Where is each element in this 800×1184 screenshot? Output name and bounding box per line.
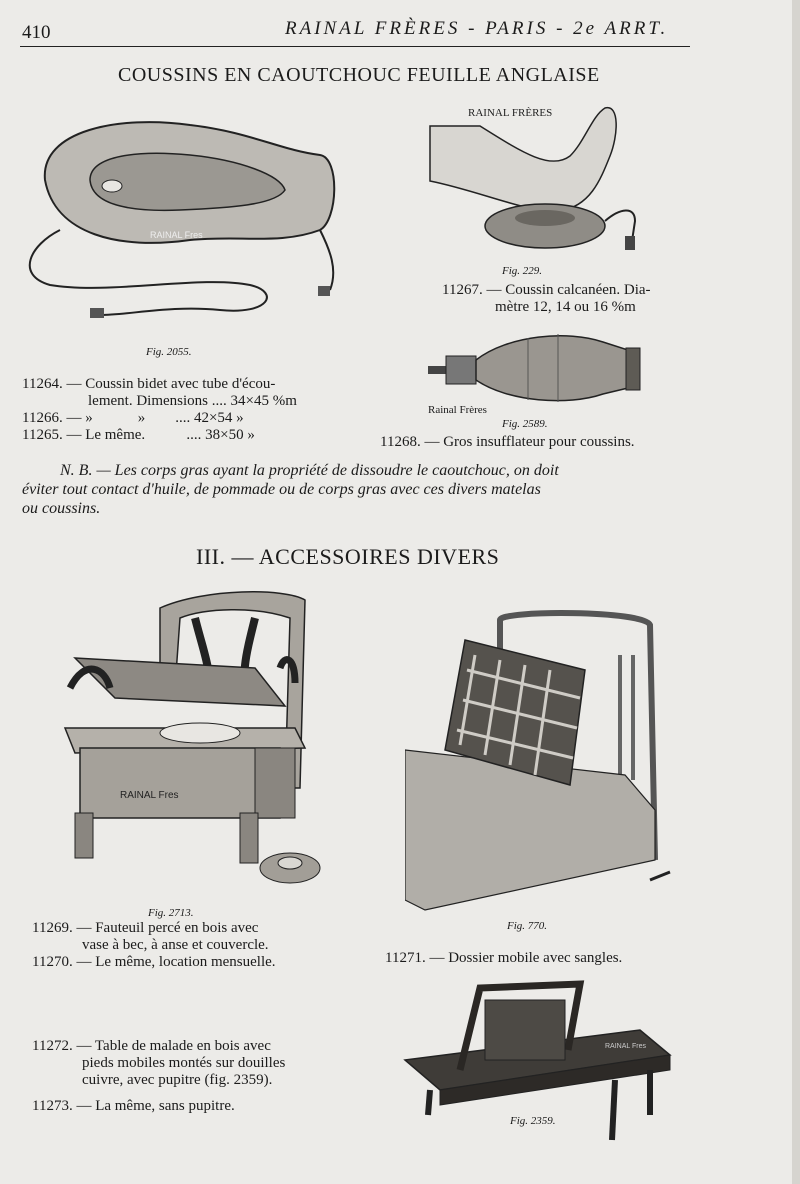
- fig-770-caption: Fig. 770.: [507, 920, 548, 932]
- insufflator-brand: Rainal Frères: [428, 404, 487, 416]
- page-header-title: RAINAL FRÈRES - PARIS - 2e ARRT.: [285, 18, 669, 39]
- entry-11269-line2: vase à bec, à anse et couvercle.: [82, 937, 269, 953]
- entry-11270: 11270. — Le même, location mensuelle.: [32, 954, 276, 970]
- fig-2055-caption: Fig. 2055.: [146, 346, 192, 358]
- fig-2359-caption: Fig. 2359.: [510, 1115, 556, 1127]
- entry-11272-line3: cuivre, avec pupitre (fig. 2359).: [82, 1072, 273, 1088]
- fig-2713-caption: Fig. 2713.: [148, 907, 194, 919]
- bedpan-cushion-illustration: [20, 110, 350, 330]
- heel-cushion-illustration: [420, 96, 650, 261]
- page-edge: [792, 0, 800, 1184]
- entry-11265: 11265. — Le même. .... 38×50 »: [22, 427, 255, 443]
- entry-11269-line1: 11269. — Fauteuil percé en bois avec: [32, 920, 259, 936]
- heel-brand: RAINAL FRÈRES: [468, 107, 553, 119]
- note-line-2: éviter tout contact d'huile, de pommade ou de corps gras avec ces divers matelas: [22, 481, 541, 498]
- bed-backrest-illustration: [405, 610, 685, 920]
- commode-chair-illustration: [55, 588, 345, 908]
- entry-11267-line2: mètre 12, 14 ou 16 %m: [495, 299, 636, 315]
- entry-11271: 11271. — Dossier mobile avec sangles.: [385, 950, 623, 966]
- section-title-cushions: COUSSINS EN CAOUTCHOUC FEUILLE ANGLAISE: [118, 64, 600, 86]
- entry-11264-line2: lement. Dimensions .... 34×45 %m: [88, 393, 297, 409]
- entry-11272-line1: 11272. — Table de malade en bois avec: [32, 1038, 271, 1054]
- entry-11266: 11266. — » » .... 42×54 »: [22, 410, 244, 426]
- fig-2589-caption: Fig. 2589.: [502, 418, 548, 430]
- note-line-3: ou coussins.: [22, 500, 101, 517]
- entry-11268: 11268. — Gros insufflateur pour coussins.: [380, 434, 635, 450]
- entry-11273: 11273. — La même, sans pupitre.: [32, 1098, 235, 1114]
- entry-11272-line2: pieds mobiles montés sur douilles: [82, 1055, 286, 1071]
- table-brand: RAINAL Fres: [605, 1043, 646, 1050]
- entry-11267-line1: 11267. — Coussin calcanéen. Dia-: [442, 282, 651, 298]
- insufflator-illustration: [428, 330, 648, 402]
- fig-229-caption: Fig. 229.: [502, 265, 543, 277]
- bedpan-brand: RAINAL Fres: [150, 230, 203, 240]
- header-rule: [20, 46, 690, 47]
- note-line-1: N. B. — Les corps gras ayant la propriété de dissoudre le caoutchouc, on doit: [60, 462, 559, 479]
- entry-11264-line1: 11264. — Coussin bidet avec tube d'écou-: [22, 376, 276, 392]
- page-number: 410: [22, 22, 51, 43]
- section-title-accessories: III. — ACCESSOIRES DIVERS: [196, 544, 500, 569]
- chair-brand: RAINAL Fres: [120, 790, 179, 801]
